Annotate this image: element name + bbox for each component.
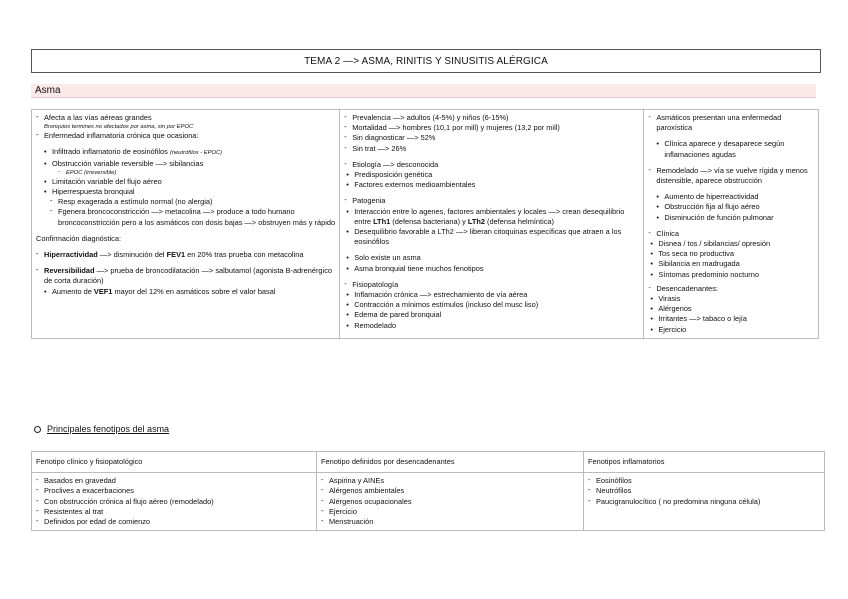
list-item: - Patogenia	[344, 196, 639, 206]
list-item: • Sibilancia en madrugada	[648, 259, 814, 269]
list-item: • Limitación variable del flujo aéreo	[42, 177, 335, 187]
list-item: - Basados en gravedad	[36, 476, 312, 486]
list-item: - Reversibilidad —> prueba de broncodilatación —> salbutamol (agonista B-adrenérgico de corta duración)	[36, 266, 335, 286]
list-item: - Resistentes al trat	[36, 507, 312, 517]
list-item: - Fisiopatología	[344, 280, 639, 290]
table-header: Fenotipo definidos por desencadenantes	[317, 452, 584, 473]
list-item: • Edema de pared bronquial	[344, 310, 639, 320]
list-item: • Factores externos medioambientales	[344, 180, 639, 190]
fenotipos-heading: Principales fenotipos del asma	[34, 424, 169, 434]
table-cell	[317, 473, 584, 531]
list-item: • Ejercicio	[648, 325, 814, 335]
table-header: Fenotipo clínico y fisiopatológico	[32, 452, 317, 473]
list-item: • Obstrucción fija al flujo aéreo	[654, 202, 814, 212]
list-item: - Alérgenos ambientales	[321, 486, 579, 496]
list-item: • Disminución de función pulmonar	[654, 213, 814, 223]
table-header: Fenotipos inflamatorios	[584, 452, 825, 473]
list-item: • Hiperrespuesta bronquial	[42, 187, 335, 197]
list-item: - Etiología —> desconocida	[344, 160, 639, 170]
list-item: - Desencadenantes:	[648, 284, 814, 294]
list-item: - Alérgenos ocupacionales	[321, 497, 579, 507]
list-item: • Infiltrado inflamatorio de eosinófilos (neutrófilos - EPOC)	[42, 147, 335, 158]
list-item: • Asma bronquial tiene muchos fenotipos	[344, 264, 639, 274]
list-item: - Aspirina y AINEs	[321, 476, 579, 486]
table-cell	[32, 473, 317, 531]
col-general	[32, 110, 340, 339]
fenotipos-table	[31, 451, 825, 531]
list-item: • Alérgenos	[648, 304, 814, 314]
subheading: Confirmación diagnóstica:	[36, 233, 122, 243]
list-item: • Síntomas predominio nocturno	[648, 270, 814, 280]
list-item: - Clínica	[648, 229, 814, 239]
section-heading: Asma	[31, 84, 816, 98]
list-item: - Asmáticos presentan una enfermedad paroxística	[648, 113, 814, 133]
list-item: - Eosinófilos	[588, 476, 820, 486]
list-item: • Desequilibrio favorable a LTh2 —> liberan citoquinas específicas que atraen a los eosinófilos	[344, 227, 639, 247]
list-item: - Hiperractividad —> disminución del FEV1 en 20% tras prueba con metacolina	[36, 250, 335, 260]
list-item: - Remodelado —> vía se vuelve rígida y menos distensible, aparece obstrucción	[648, 166, 814, 186]
list-item: - Enfermedad inflamatoria crónica que ocasiona:	[36, 131, 335, 141]
list-item: • Aumento de hiperreactividad	[654, 192, 814, 202]
col-epidemiologia	[340, 110, 644, 339]
list-item: - Con obstrucción crónica al flujo aéreo (remodelado)	[36, 497, 312, 507]
list-item: - Sin trat —> 26%	[344, 144, 639, 154]
table-cell	[584, 473, 825, 531]
list-item: • Inflamación crónica —> estrechamiento de vía aérea	[344, 290, 639, 300]
list-item: - Paucigranulocítico ( no predomina ninguna célula)	[588, 497, 820, 507]
list-item: • Interacción entre lo agenes, factores ambientales y locales —> crean desequilibrio entre LTh1 (defensa bacteriana) y LTh2 (defensa helmíntica)	[344, 207, 639, 227]
list-item: • Remodelado	[344, 321, 639, 331]
page-title: TEMA 2 —> ASMA, RINITIS Y SINUSITIS ALÉRGICA	[31, 49, 821, 73]
list-item: • Solo existe un asma	[344, 253, 639, 263]
list-item: - Sin diagnosticar —> 52%	[344, 133, 639, 143]
list-item: - Mortalidad —> hombres (10,1 por mill) y mujeres (13,2 por mill)	[344, 123, 639, 133]
list-item: - Afecta a las vías aéreas grandes Bronquios termines no afectados por asma, sin por EPOC	[36, 113, 335, 131]
list-item: - EPOC (irreversible)	[58, 169, 335, 177]
list-item: • Predisposición genética	[344, 170, 639, 180]
list-item: • Disnea / tos / sibilancias/ opresión	[648, 239, 814, 249]
list-item: - Fgenera broncoconstricción —> metacolina —> produce a todo humano broncoconstricción pero a los asmáticos con dosis bajas —> obstruyen más y rápido	[50, 207, 335, 227]
list-item: • Contracción a mínimos estímulos (incluso del musc liso)	[344, 300, 639, 310]
list-item: • Virasis	[648, 294, 814, 304]
list-item: • Clínica aparece y desaparece según inflamaciones agudas	[654, 139, 814, 159]
list-item: - Neutrófilos	[588, 486, 820, 496]
list-item: • Aumento de VEF1 mayor del 12% en asmáticos sobre el valor basal	[42, 287, 335, 297]
list-item: - Prevalencia —> adultos (4-5%) y niños (6-15%)	[344, 113, 639, 123]
list-item: - Ejercicio	[321, 507, 579, 517]
list-item: • Irritantes —> tabaco o lejía	[648, 314, 814, 324]
list-item: - Menstruación	[321, 517, 579, 527]
circle-bullet-icon	[34, 426, 41, 433]
list-item: - Proclives a exacerbaciones	[36, 486, 312, 496]
asma-table	[31, 109, 819, 339]
list-item: - Definidos por edad de comienzo	[36, 517, 312, 527]
list-item: • Obstrucción variable reversible —> sibilancias	[42, 159, 335, 169]
col-clinica	[644, 110, 819, 339]
list-item: • Tos seca no productiva	[648, 249, 814, 259]
list-item: - Resp exagerada a estímulo normal (no alergia)	[50, 197, 335, 207]
